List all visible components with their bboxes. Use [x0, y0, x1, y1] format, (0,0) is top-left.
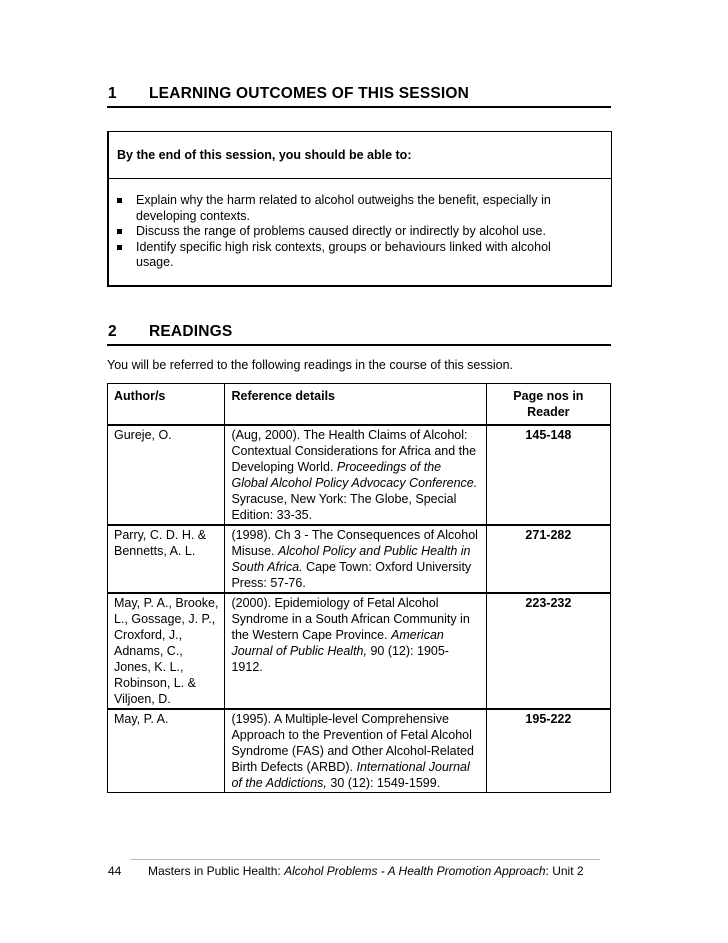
pages-cell: 145-148 — [486, 425, 610, 525]
page-number: 44 — [108, 864, 122, 878]
header-reference: Reference details — [225, 384, 486, 426]
section-1-number: 1 — [108, 85, 117, 102]
outcomes-list — [109, 193, 589, 271]
table-header-row — [108, 384, 611, 426]
footer-divider — [130, 859, 600, 860]
pages-cell: 223-232 — [486, 593, 610, 709]
table-row — [108, 593, 611, 709]
outcomes-divider — [109, 178, 611, 179]
reference-cell: (1995). A Multiple-level Comprehensive Approach to the Prevention of Fetal Alcohol Syndrome (FAS) and Other Alcohol-Related Birth Defects (ARBD). International Journal of the Addictions, 30 (12): 1549-1599. — [225, 709, 486, 793]
outcomes-intro: By the end of this session, you should be able to: — [117, 148, 412, 162]
learning-outcomes-box — [107, 131, 612, 287]
table-row — [108, 425, 611, 525]
bullet-icon — [117, 245, 122, 250]
outcome-item: Discuss the range of problems caused directly or indirectly by alcohol use. — [109, 224, 589, 240]
header-pages: Page nos in Reader — [486, 384, 610, 426]
outcome-item: Explain why the harm related to alcohol outweighs the benefit, especially in developing contexts. — [109, 193, 589, 224]
table-row — [108, 709, 611, 793]
pages-cell: 195-222 — [486, 709, 610, 793]
pages-cell: 271-282 — [486, 525, 610, 593]
section-1-heading — [107, 84, 611, 108]
section-2-heading — [107, 322, 611, 346]
bullet-icon — [117, 229, 122, 234]
section-2-title: READINGS — [149, 323, 233, 340]
section-1-title: LEARNING OUTCOMES OF THIS SESSION — [149, 85, 470, 102]
table-row — [108, 525, 611, 593]
author-cell: May, P. A. — [108, 709, 225, 793]
readings-table — [107, 383, 611, 793]
outcome-item: Identify specific high risk contexts, groups or behaviours linked with alcohol usage. — [109, 240, 589, 271]
section-2-number: 2 — [108, 323, 117, 340]
reference-cell: (Aug, 2000). The Health Claims of Alcohol: Contextual Considerations for Africa and the Developing World. Proceedings of the Global Alcohol Policy Advocacy Conference. Syracuse, New York: The Globe, Special Edition: 33-35. — [225, 425, 486, 525]
header-author: Author/s — [108, 384, 225, 426]
footer-text: Masters in Public Health: Alcohol Problems - A Health Promotion Approach: Unit 2 — [148, 864, 584, 878]
author-cell: May, P. A., Brooke, L., Gossage, J. P., Croxford, J., Adnams, C., Jones, K. L., Robinson, L. & Viljoen, D. — [108, 593, 225, 709]
bullet-icon — [117, 198, 122, 203]
author-cell: Parry, C. D. H. & Bennetts, A. L. — [108, 525, 225, 593]
readings-intro: You will be referred to the following readings in the course of this session. — [107, 358, 514, 372]
reference-cell: (1998). Ch 3 - The Consequences of Alcohol Misuse. Alcohol Policy and Public Health in South Africa. Cape Town: Oxford University Press: 57-76. — [225, 525, 486, 593]
reference-cell: (2000). Epidemiology of Fetal Alcohol Syndrome in a South African Community in the Western Cape Province. American Journal of Public Health, 90 (12): 1905-1912. — [225, 593, 486, 709]
author-cell: Gureje, O. — [108, 425, 225, 525]
